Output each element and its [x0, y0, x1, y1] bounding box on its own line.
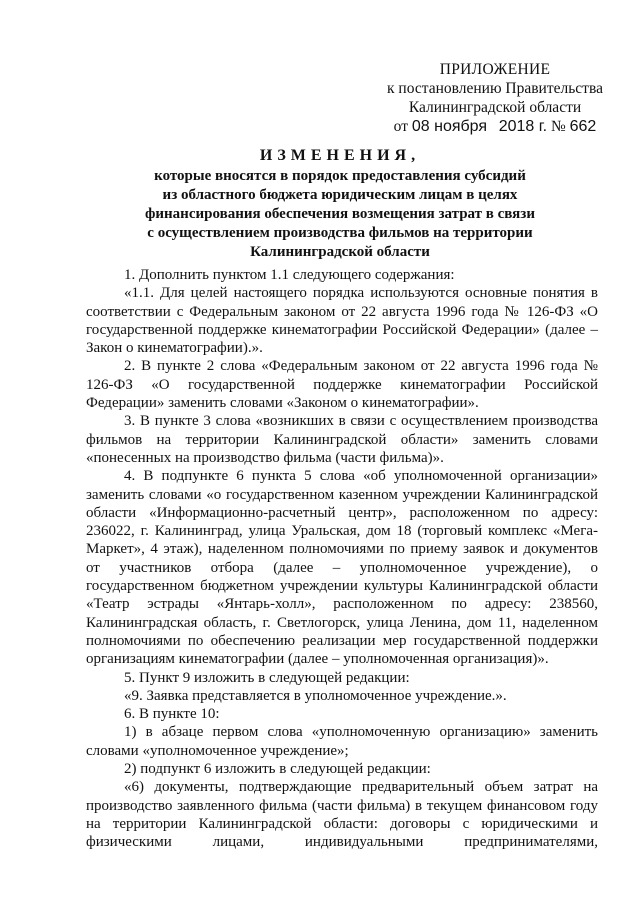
paragraph-item-4: 4. В подпункте 6 пункта 5 слова «об уполномоченной организации» заменить словами «о государственном казенном учреждении Калининградской области «Информационно-расчетный центр», расположенном по адресу: 236022, г. Калининград, улица Уральская, дом 18 (торговый комплекс «Мега-Маркет», 4 этаж), наделенном полномочиями по приему заявок и документов от участников отбора (далее – уполномоченное учреждение), о государственном бюджетном учреждении культуры Калининградской области «Театр эстрады «Янтарь-холл», расположенном по адресу: 238560, Калининградская область, г. Светлогорск, улица Ленина, дом 11, наделенном полномочиями по обеспечению реализации мер государственной поддержки организациям кинематографии (далее – уполномоченная организация)».	[86, 468, 598, 668]
subparagraph-1: 1) в абзаце первом слова «уполномоченную организацию» заменить словами «уполномоченное учреждение»;	[86, 724, 598, 759]
paragraph-item-1-1: «1.1. Для целей настоящего порядка используются основные понятия в соответствии с Федеральным законом от 22 августа 1996 года № 126-ФЗ «О государственной поддержке кинематографии Российской Федерации» (далее – Закон о кинематографии).».	[86, 285, 598, 357]
year-value: 2018 г.	[498, 118, 548, 135]
appendix-block	[380, 60, 610, 136]
appendix-line-2: Калининградской области	[408, 99, 582, 116]
heading-line: которые вносятся в порядок предоставления субсидий	[154, 168, 526, 184]
appendix-title: ПРИЛОЖЕНИЕ	[439, 61, 551, 78]
date-prefix: от	[393, 118, 408, 135]
paragraph-item-5: 5. Пункт 9 изложить в следующей редакции:	[124, 669, 410, 686]
heading-title: ИЗМЕНЕНИЯ,	[259, 147, 421, 164]
document-heading	[80, 146, 600, 262]
number-sign: №	[550, 118, 566, 135]
paragraph-item-3: 3. В пункте 3 слова «возникших в связи с осуществлением производства фильмов на территории Калининградской области» заменить словами «понесенных на производство фильма (части фильма)».	[86, 413, 598, 466]
date-value: 08 ноября	[411, 118, 488, 135]
heading-line: из областного бюджета юридическим лицам в целях	[162, 187, 518, 203]
paragraph-item-6: 6. В пункте 10:	[124, 706, 220, 723]
appendix-date-line	[380, 117, 610, 136]
document-body	[86, 266, 598, 852]
heading-line: с осуществлением производства фильмов на территории	[147, 225, 533, 241]
heading-line: финансирования обеспечения возмещения затрат в связи	[145, 206, 535, 222]
appendix-line-1: к постановлению Правительства	[387, 80, 603, 97]
document-number: 662	[569, 118, 597, 135]
heading-line: Калининградской области	[250, 244, 430, 260]
paragraph-item-9: «9. Заявка представляется в уполномоченное учреждение.».	[124, 687, 507, 704]
paragraph-item-1: 1. Дополнить пунктом 1.1 следующего содержания:	[124, 267, 455, 283]
subparagraph-2: 2) подпункт 6 изложить в следующей редакции:	[124, 761, 431, 778]
paragraph-item-2: 2. В пункте 2 слова «Федеральным законом от 22 августа 1996 года № 126-ФЗ «О государственной поддержке кинематографии Российской Федерации» заменить словами «Законом о кинематографии».	[86, 358, 598, 412]
subparagraph-6-text: «6) документы, подтверждающие предварительный объем затрат на производство заявленного фильма (части фильма) в текущем финансовом году на территории Калининградской области: договоры с юридическими и физическими лицами, индивидуальными предпринимателями,	[86, 779, 598, 851]
